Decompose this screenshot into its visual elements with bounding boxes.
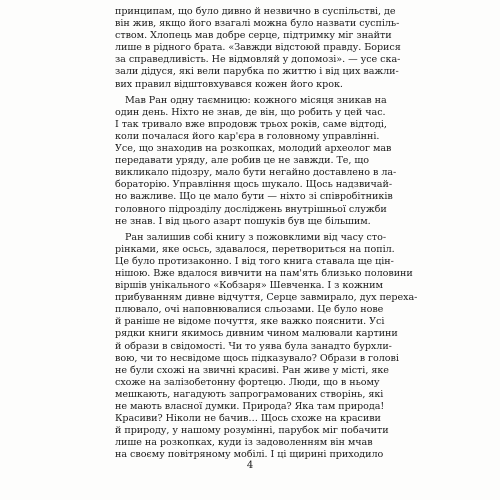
- text-line: викликало підозру, мало бути негайно доставлено в ла-: [115, 167, 397, 179]
- page-number: 4: [246, 460, 254, 471]
- text-line: принципам, що було дивно й незвично в суспільстві, де: [115, 6, 396, 17]
- text-line: мешкають, нагадують запрограмованих створінь, які: [115, 388, 384, 400]
- text-line: один день. Ніхто не знав, де він, що робить у цей час.: [115, 106, 386, 118]
- text-block: [115, 6, 418, 461]
- text-line: за справедливість. Не відмовляй у допомозі». — усе ска-: [115, 54, 401, 66]
- paragraph-2: [115, 94, 397, 228]
- text-line: й раніше не відоме почуття, яке важко пояснити. Усі: [115, 316, 385, 328]
- text-line: бораторію. Управління щось шукало. Щось надзвичай-: [115, 179, 393, 191]
- text-line: Ран залишив собі книгу з пожовклими від часу сто-: [125, 231, 387, 243]
- text-line: рінками, яке осьсь, здавалося, перетвориться на попіл.: [115, 243, 395, 255]
- text-line: прибуванням дивне відчуття, Серце завмирало, дух переха-: [115, 292, 418, 304]
- text-line: й природу, у нашому розумінні, парубок міг побачити: [115, 425, 389, 437]
- text-line: ством. Хлопець мав добре серце, підтримку міг знайти: [115, 30, 392, 42]
- text-line: плювало, очі наповнювалися сльозами. Це було нове: [115, 304, 384, 316]
- text-line: Усе, що знаходив на розкопках, молодий археолог мав: [115, 143, 392, 155]
- text-line: й образи в свідомості. Чи то уява була занадто бурхли-: [115, 340, 392, 352]
- text-line: вою, чи то несвідоме щось підказувало? Образи в голові: [115, 352, 399, 364]
- text-line: лише на розкопках, куди із задоволенням він мчав: [115, 437, 373, 449]
- text-line: рядки книги якимось дивним чином малювали картини: [115, 328, 398, 340]
- text-line: вих правил відштовхувався кожен його крок.: [115, 78, 343, 90]
- paragraph-1: [115, 6, 401, 91]
- text-line: на своєму повітряному мобілі. І ці щирині приходило: [115, 449, 384, 461]
- text-line: коли почалася його кар'єра в головному управлінні.: [115, 130, 380, 142]
- text-line: не мають власної думки. Природа? Яка там природа!: [115, 401, 385, 412]
- text-line: передавати уряду, але робив це не завжди. Те, що: [115, 155, 370, 167]
- paragraph-3: [115, 231, 418, 462]
- text-line: він жив, якщо його взагалі можна було назвати суспіль-: [115, 18, 400, 30]
- text-line: віршів унікального «Кобзаря» Шевченка. І з кожним: [115, 280, 383, 292]
- text-line: лише в рідного брата. «Завжди відстоюй правду. Борися: [115, 42, 401, 54]
- text-line: нішою. Вже вдалося вивчити на пам'ять близько половини: [115, 267, 413, 279]
- text-line: Мав Ран одну таємницю: кожного місяця зникав на: [125, 94, 387, 106]
- text-line: схоже на залізобетонну фортецю. Люди, що в ньому: [115, 376, 380, 388]
- text-line: не знав. І від цього азарт пошуків був ще більшим.: [115, 215, 371, 227]
- text-line: но важливе. Що це мало бути — ніхто зі співробітників: [115, 191, 393, 203]
- text-line: Красиви? Ніколи не бачив… Щось схоже на красиви: [115, 413, 381, 425]
- text-line: І так тривало вже впродовж трьох років, саме відтоді,: [115, 118, 387, 130]
- text-line: не були схожі на звичні красиві. Ран живе у місті, яке: [115, 364, 389, 376]
- text-line: Це було протизаконно. І від того книга ставала ще цін-: [115, 255, 394, 267]
- text-line: головного підрозділу досліджень внутрішньої служби: [115, 203, 387, 215]
- text-line: зали дідуся, які вели парубка по життю і від цих важли-: [115, 66, 399, 78]
